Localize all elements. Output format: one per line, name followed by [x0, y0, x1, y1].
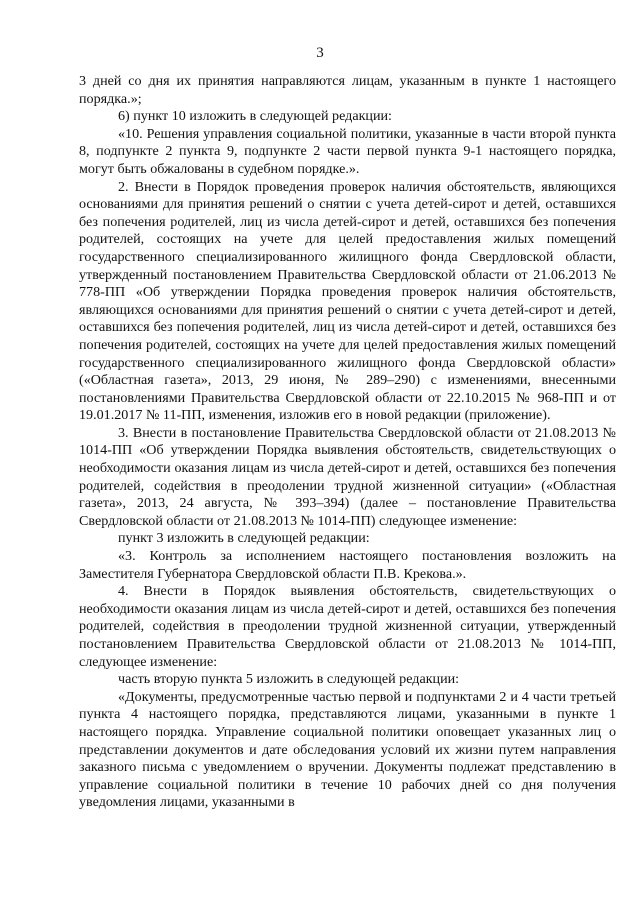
paragraph-point-5-text: «Документы, предусмотренные частью первой и подпунктами 2 и 4 части третьей пункта 4 настоящего порядка, представляются лицами, указанными в пункте 1 настоящего порядка. Управление социальной политики оповещает указанных лиц о представлении документов и дате обследования условий их жизни путем направления заказного письма с уведомлением о вручении. Документы подлежат представлению в управление социальной политики в течение 10 рабочих дней со дня получения уведомления лицами, указанными в	[79, 688, 616, 811]
paragraph-section-2: 2. Внести в Порядок проведения проверок наличия обстоятельств, являющихся основаниями для принятия решений о снятии с учета детей-сирот и детей, оставшихся без попечения родителей, лиц из числа детей-сирот и детей, оставшихся без попечения родителей, состоящих на учете для целей предоставления жилых помещений государственного специализированного жилищного фонда Свердловской области, утвержденный постановлением Правительства Свердловской области от 21.06.2013 № 778-ПП «Об утверждении Порядка проведения проверок наличия обстоятельств, являющихся основаниями для принятия решений о снятии с учета детей-сирот и детей, оставшихся без попечения родителей, лиц из числа детей-сирот и детей, оставшихся без попечения родителей, состоящих на учете для целей предоставления жилых помещений государственного специализированного жилищного фонда Свердловской области» («Областная газета», 2013, 29 июня, № 289–290) с изменениями, внесенными постановлениями Правительства Свердловской области от 22.10.2015 № 968-ПП и от 19.01.2017 № 11-ПП, изменения, изложив его в новой редакции (приложение).	[79, 178, 616, 424]
document-body	[79, 73, 616, 812]
paragraph-point-3-text: «3. Контроль за исполнением настоящего постановления возложить на Заместителя Губернатора Свердловской области П.В. Крекова.».	[79, 548, 616, 582]
paragraph-point-5-intro: часть вторую пункта 5 изложить в следующей редакции:	[118, 671, 460, 688]
paragraph-point-10-text: «10. Решения управления социальной политики, указанные в части второй пункта 8, подпункте 2 пункта 9, подпункте 2 части первой пункта 9-1 настоящего порядка, могут быть обжалованы в судебном порядке.».	[79, 125, 616, 177]
paragraph-continuation: 3 дней со дня их принятия направляются лицам, указанным в пункте 1 настоящего порядка.»;	[79, 73, 616, 107]
paragraph-section-3: 3. Внести в постановление Правительства Свердловской области от 21.08.2013 № 1014-ПП «Об утверждении Порядка выявления обстоятельств, свидетельствующих о необходимости оказания лицам из числа детей-сирот и детей, оставшихся без попечения родителей, содействия в преодолении трудной жизненной ситуации» («Областная газета», 2013, 24 августа, № 393–394) (далее – постановление Правительства Свердловской области от 21.08.2013 № 1014-ПП) следующее изменение:	[79, 424, 616, 529]
paragraph-point-3-intro: пункт 3 изложить в следующей редакции:	[118, 530, 370, 547]
page-number: 3	[316, 45, 324, 61]
paragraph-item-6: 6) пункт 10 изложить в следующей редакции:	[118, 108, 392, 125]
paragraph-section-4: 4. Внести в Порядок выявления обстоятельств, свидетельствующих о необходимости оказания лицам из числа детей-сирот и детей, оставшихся без попечения родителей, содействия в преодолении трудной жизненной ситуации, утвержденный постановлением Правительства Свердловской области от 21.08.2013 № 1014-ПП, следующее изменение:	[79, 583, 616, 670]
